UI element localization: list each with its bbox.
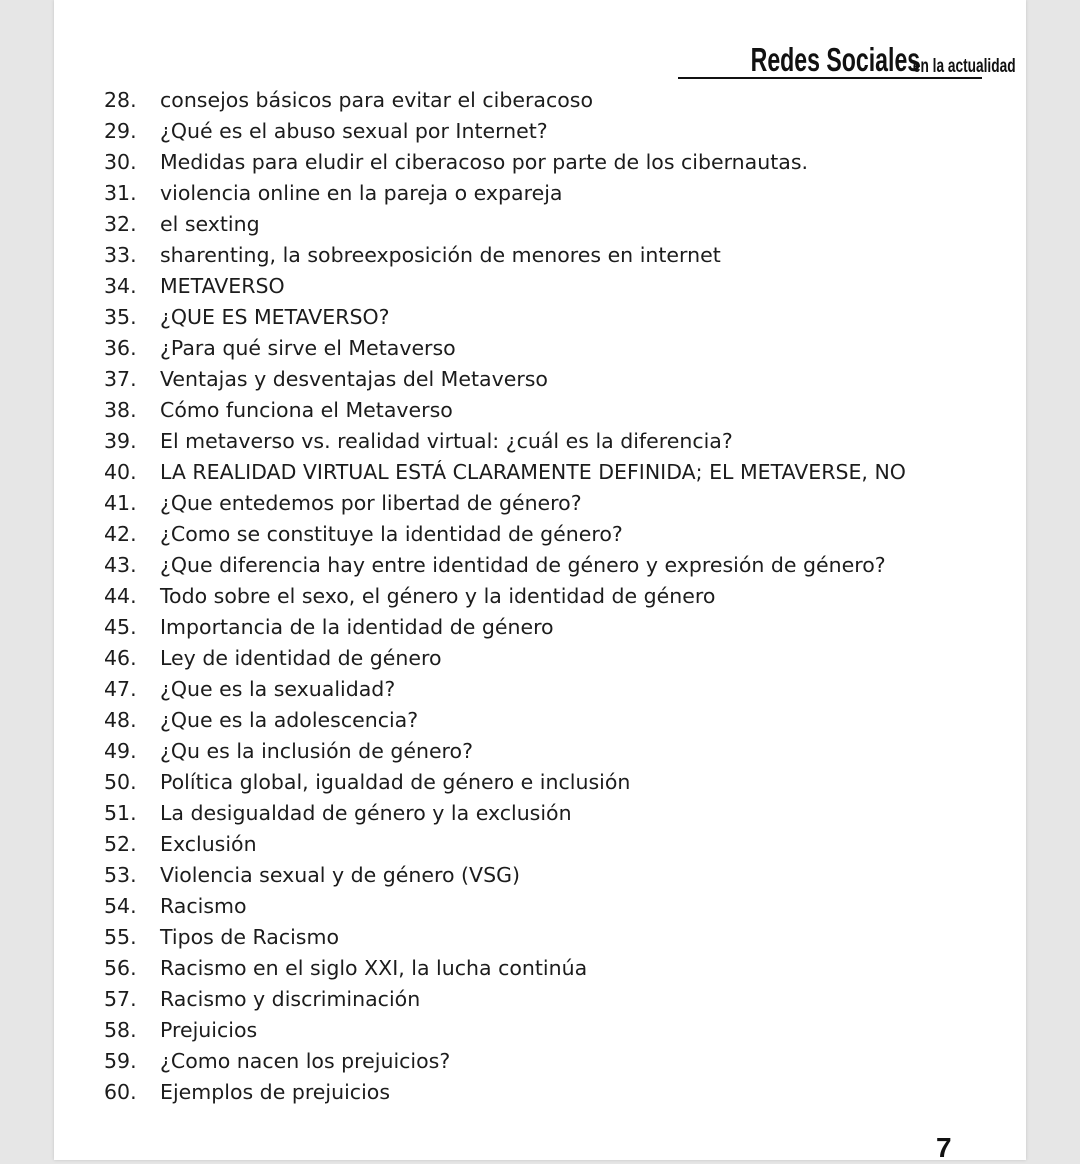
toc-item-number: 48. [104,707,137,732]
toc-item-text: Cómo funciona el Metaverso [160,397,453,422]
toc-item-number: 35. [104,304,137,329]
toc-item [104,673,906,704]
header-title: Redes Sociales [750,41,921,78]
toc-item [104,363,906,394]
toc-item-text: La desigualdad de género y la exclusión [160,800,572,825]
toc-item [104,84,906,115]
toc-item-number: 45. [104,614,137,639]
toc-item-number: 36. [104,335,137,360]
toc-item-text: ¿Para qué sirve el Metaverso [160,335,456,360]
toc-item-number: 60. [104,1079,137,1104]
toc-item-text: Importancia de la identidad de género [160,614,554,639]
toc-item-text: ¿Que es la sexualidad? [160,676,396,701]
toc-item-text: ¿Que entedemos por libertad de género? [160,490,582,515]
toc-item-text: violencia online en la pareja o expareja [160,180,563,205]
toc-item-number: 56. [104,955,137,980]
toc-item [104,518,906,549]
toc-item-text: ¿Que es la adolescencia? [160,707,419,732]
toc-item-number: 41. [104,490,137,515]
toc-item-text: Ejemplos de prejuicios [160,1079,390,1104]
toc-item [104,394,906,425]
document-page [54,0,1026,1163]
toc-item-number: 51. [104,800,137,825]
toc-item [104,890,906,921]
toc-item-number: 37. [104,366,137,391]
toc-item-number: 28. [104,87,137,112]
toc-item [104,177,906,208]
toc-item-text: METAVERSO [160,273,285,298]
toc-item-text: ¿Que diferencia hay entre identidad de género y expresión de género? [160,552,886,577]
toc-item-number: 53. [104,862,137,887]
toc-item [104,270,906,301]
toc-item-number: 31. [104,180,137,205]
toc-item-number: 42. [104,521,137,546]
toc-item [104,921,906,952]
toc-item-text: ¿Qué es el abuso sexual por Internet? [160,118,548,143]
toc-item [104,828,906,859]
toc-item-number: 52. [104,831,137,856]
toc-item-text: el sexting [160,211,260,236]
toc-item-text: Racismo [160,893,247,918]
toc-item-text: Violencia sexual y de género (VSG) [160,862,520,887]
toc-item [104,797,906,828]
toc-item-text: Ley de identidad de género [160,645,442,670]
toc-item-number: 33. [104,242,137,267]
toc-item-number: 40. [104,459,137,484]
toc-item [104,704,906,735]
toc-item-text: Tipos de Racismo [160,924,339,949]
toc-item-text: Prejuicios [160,1017,258,1042]
toc-item [104,983,906,1014]
toc-item [104,332,906,363]
toc-item-text: Todo sobre el sexo, el género y la identidad de género [160,583,716,608]
toc-item-text: Política global, igualdad de género e inclusión [160,769,631,794]
toc-item-number: 50. [104,769,137,794]
table-of-contents [104,84,906,1107]
running-header [678,38,1016,79]
header-subtitle: en la actualidad [913,56,1016,77]
toc-item [104,239,906,270]
toc-item-number: 38. [104,397,137,422]
toc-item [104,1076,906,1107]
toc-item [104,859,906,890]
toc-item-text: Racismo y discriminación [160,986,421,1011]
toc-item-text: ¿Como se constituye la identidad de género? [160,521,623,546]
toc-item [104,642,906,673]
toc-item-number: 46. [104,645,137,670]
page-number: 7 [936,1132,952,1163]
toc-item-text: sharenting, la sobreexposición de menores en internet [160,242,721,267]
toc-item [104,115,906,146]
toc-item-number: 29. [104,118,137,143]
toc-item-number: 54. [104,893,137,918]
toc-item [104,146,906,177]
toc-item-text: consejos básicos para evitar el ciberacoso [160,87,594,112]
toc-item [104,456,906,487]
toc-item-text: Medidas para eludir el ciberacoso por parte de los cibernautas. [160,149,809,174]
toc-item-text: LA REALIDAD VIRTUAL ESTÁ CLARAMENTE DEFINIDA; EL METAVERSE, NO [160,459,906,484]
toc-item-number: 43. [104,552,137,577]
toc-item [104,1014,906,1045]
toc-item [104,208,906,239]
toc-item [104,611,906,642]
toc-item [104,1045,906,1076]
toc-item [104,766,906,797]
toc-item [104,425,906,456]
toc-item [104,952,906,983]
toc-item [104,580,906,611]
toc-item-text: ¿QUE ES METAVERSO? [160,304,390,329]
toc-item-number: 47. [104,676,137,701]
toc-item-number: 59. [104,1048,137,1073]
toc-item-number: 39. [104,428,137,453]
toc-item-number: 34. [104,273,137,298]
toc-item-number: 55. [104,924,137,949]
toc-item-number: 30. [104,149,137,174]
toc-item [104,735,906,766]
toc-item-text: Racismo en el siglo XXI, la lucha continúa [160,955,588,980]
toc-item-number: 32. [104,211,137,236]
toc-item-text: ¿Como nacen los prejuicios? [160,1048,451,1073]
toc-item-number: 58. [104,1017,137,1042]
toc-item-text: ¿Qu es la inclusión de género? [160,738,473,763]
toc-item [104,549,906,580]
toc-item-number: 49. [104,738,137,763]
toc-item [104,487,906,518]
toc-item-text: Ventajas y desventajas del Metaverso [160,366,548,391]
toc-item-number: 44. [104,583,137,608]
toc-item [104,301,906,332]
toc-item-text: Exclusión [160,831,257,856]
toc-item-text: El metaverso vs. realidad virtual: ¿cuál es la diferencia? [160,428,733,453]
toc-item-number: 57. [104,986,137,1011]
